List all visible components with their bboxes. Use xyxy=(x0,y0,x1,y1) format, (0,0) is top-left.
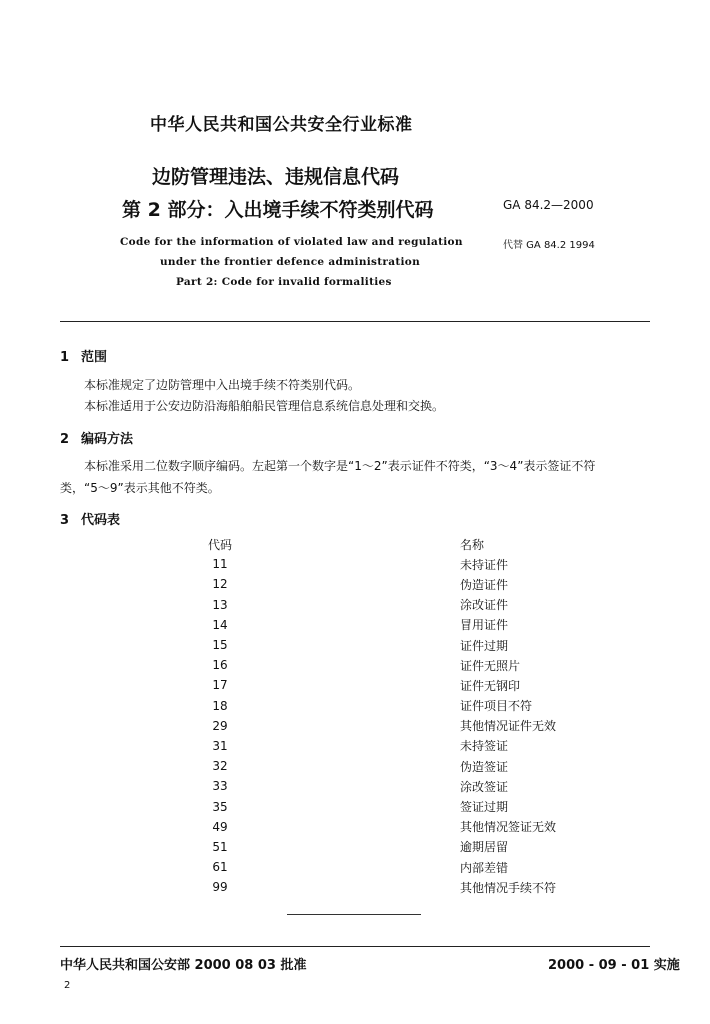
code-cell: 29 xyxy=(212,718,228,733)
table-row xyxy=(180,736,630,756)
name-cell: 证件无钢印 xyxy=(460,678,521,693)
code-cell: 35 xyxy=(212,799,228,814)
name-cell: 逾期居留 xyxy=(460,840,509,855)
table-row xyxy=(180,635,630,655)
name-cell: 证件项目不符 xyxy=(460,699,533,714)
code-cell: 16 xyxy=(212,658,228,673)
table-row xyxy=(180,675,630,695)
name-cell: 证件过期 xyxy=(460,638,509,653)
code-cell: 11 xyxy=(212,557,228,572)
table-header-row xyxy=(180,534,630,554)
name-cell: 证件无照片 xyxy=(460,658,521,673)
document-title-line2: 第 2 部分：入出境手续不符类别代码 xyxy=(122,199,434,221)
standard-number: GA 84.2—2000 xyxy=(503,198,594,212)
code-cell: 31 xyxy=(212,738,228,753)
header-divider xyxy=(60,321,650,322)
name-cell: 其他情况签证无效 xyxy=(460,820,557,835)
table-row xyxy=(180,655,630,675)
section-1-heading xyxy=(60,346,107,365)
issuing-body-header: 中华人民共和国公共安全行业标准 xyxy=(150,115,413,135)
code-cell: 14 xyxy=(212,617,228,632)
name-cell: 伪造证件 xyxy=(460,577,509,592)
table-row xyxy=(180,574,630,594)
code-cell: 12 xyxy=(212,577,228,592)
name-cell: 签证过期 xyxy=(460,800,509,815)
code-cell: 99 xyxy=(212,880,228,895)
code-cell: 61 xyxy=(212,860,228,875)
code-table-body xyxy=(180,554,630,897)
column-header-code: 代码 xyxy=(207,537,232,552)
table-row xyxy=(180,554,630,574)
section-1-paragraph-2: 本标准适用于公安边防沿海船舶船民管理信息系统信息处理和交换。 xyxy=(84,399,445,413)
table-row xyxy=(180,595,630,615)
code-cell: 18 xyxy=(212,698,228,713)
column-header-name: 名称 xyxy=(460,537,485,552)
section-title: 代码表 xyxy=(81,513,121,528)
name-cell: 冒用证件 xyxy=(460,618,509,633)
english-title-line3: Part 2: Code for invalid formalities xyxy=(176,276,392,288)
name-cell: 其他情况手续不符 xyxy=(460,880,557,895)
code-cell: 13 xyxy=(212,597,228,612)
replaces-standard: 代替 GA 84.2 1994 xyxy=(503,240,595,251)
approval-line: 中华人民共和国公安部 2000 08 03 批准 xyxy=(60,958,307,973)
section-2-paragraph-line-2: 类，“5～9”表示其他不符类。 xyxy=(60,481,220,495)
table-row xyxy=(180,615,630,635)
section-number: 3 xyxy=(60,513,70,528)
code-cell: 51 xyxy=(212,839,228,854)
page-number: 2 xyxy=(64,980,71,991)
table-row xyxy=(180,857,630,877)
section-2-heading xyxy=(60,428,133,447)
table-row xyxy=(180,796,630,816)
name-cell: 涂改证件 xyxy=(460,598,509,613)
section-title: 范围 xyxy=(81,350,108,365)
table-row xyxy=(180,716,630,736)
code-cell: 33 xyxy=(212,779,228,794)
effective-date: 2000 - 09 - 01 实施 xyxy=(548,958,680,973)
table-row xyxy=(180,837,630,857)
code-cell: 32 xyxy=(212,759,228,774)
english-title-line1: Code for the information of violated law and regulation xyxy=(120,236,463,248)
document-title-line1: 边防管理违法、违规信息代码 xyxy=(152,166,400,188)
english-title-line2: under the frontier defence administration xyxy=(160,256,421,268)
section-3-heading xyxy=(60,509,120,528)
section-number: 2 xyxy=(60,432,70,447)
table-end-rule xyxy=(287,914,421,915)
table-row xyxy=(180,877,630,897)
code-cell: 49 xyxy=(212,819,228,834)
code-cell: 17 xyxy=(212,678,228,693)
name-cell: 未持证件 xyxy=(460,557,509,572)
name-cell: 内部差错 xyxy=(460,860,509,875)
code-table xyxy=(180,534,630,897)
section-number: 1 xyxy=(60,350,70,365)
section-title: 编码方法 xyxy=(81,432,134,447)
code-cell: 15 xyxy=(212,638,228,653)
section-2-paragraph-line-1: 本标准采用二位数字顺序编码。左起第一个数字是“1～2”表示证件不符类，“3～4”表示签证不符 xyxy=(84,459,596,473)
table-row xyxy=(180,696,630,716)
name-cell: 未持签证 xyxy=(460,739,509,754)
name-cell: 涂改签证 xyxy=(460,779,509,794)
section-1-paragraph-1: 本标准规定了边防管理中入出境手续不符类别代码。 xyxy=(84,378,361,392)
table-row xyxy=(180,756,630,776)
name-cell: 其他情况证件无效 xyxy=(460,719,557,734)
table-row xyxy=(180,817,630,837)
name-cell: 伪造签证 xyxy=(460,759,509,774)
table-row xyxy=(180,776,630,796)
footer-divider xyxy=(60,946,650,947)
